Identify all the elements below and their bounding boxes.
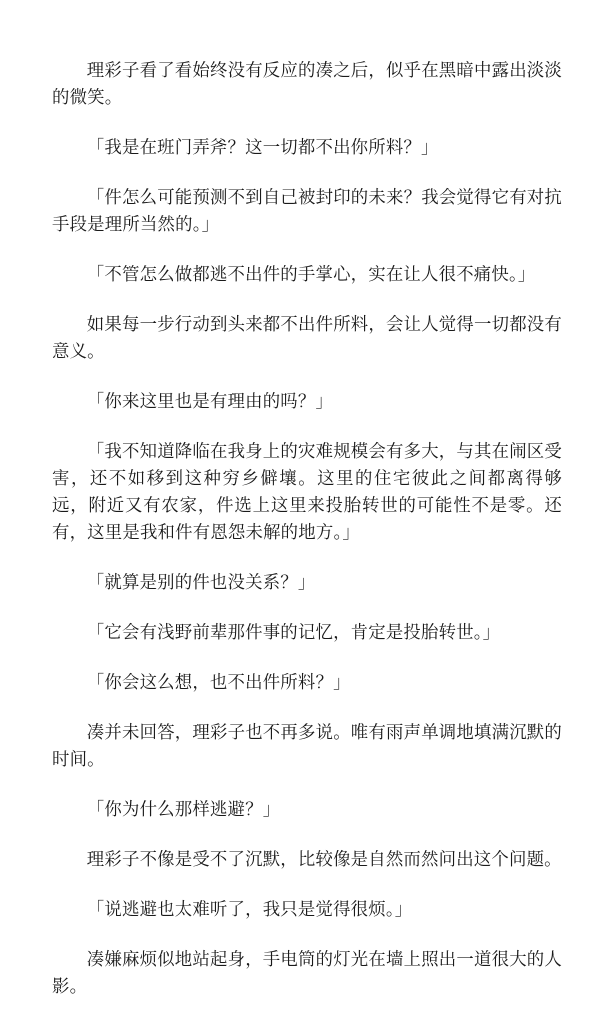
- paragraph: 理彩子不像是受不了沉默，比较像是自然而然问出这个问题。: [86, 850, 562, 870]
- paragraph: 凑并未回答，理彩子也不再多说。唯有雨声单调地填满沉默的时间。: [52, 723, 562, 770]
- paragraph: 「它会有浅野前辈那件事的记忆，肯定是投胎转世。」: [86, 623, 501, 643]
- paragraph: 「说逃避也太难听了，我只是觉得很烦。」: [86, 900, 413, 920]
- paragraph: 「你为什么那样逃避？」: [86, 800, 281, 820]
- paragraph: 「件怎么可能预测不到自己被封印的未来？我会觉得它有对抗手段是理所当然的。」: [52, 188, 562, 235]
- paragraph: 「不管怎么做都逃不出件的手掌心，实在让人很不痛快。」: [86, 265, 536, 285]
- paragraph: 「你会这么想，也不出件所料？」: [86, 673, 351, 693]
- paragraph: 「就算是别的件也没关系？」: [86, 573, 316, 593]
- paragraph: 「我是在班门弄斧？这一切都不出你所料？」: [86, 138, 439, 158]
- document-page: [52, 58, 562, 1024]
- paragraph: 凑嫌麻烦似地站起身，手电筒的灯光在墙上照出一道很大的人影。: [52, 950, 562, 997]
- paragraph: 「你来这里也是有理由的吗？」: [86, 392, 334, 412]
- paragraph: 「我不知道降临在我身上的灾难规模会有多大，与其在闹区受害，还不如移到这种穷乡僻壤。这里的住宅彼此之间都离得够远，附近又有农家，件选上这里来投胎转世的可能性不是零。还有，这里是我和件有恩怨未解的地方。」: [52, 442, 562, 543]
- paragraph: 如果每一步行动到头来都不出件所料，会让人觉得一切都没有意义。: [52, 315, 562, 362]
- paragraph: 理彩子看了看始终没有反应的凑之后，似乎在黑暗中露出淡淡的微笑。: [52, 61, 562, 108]
